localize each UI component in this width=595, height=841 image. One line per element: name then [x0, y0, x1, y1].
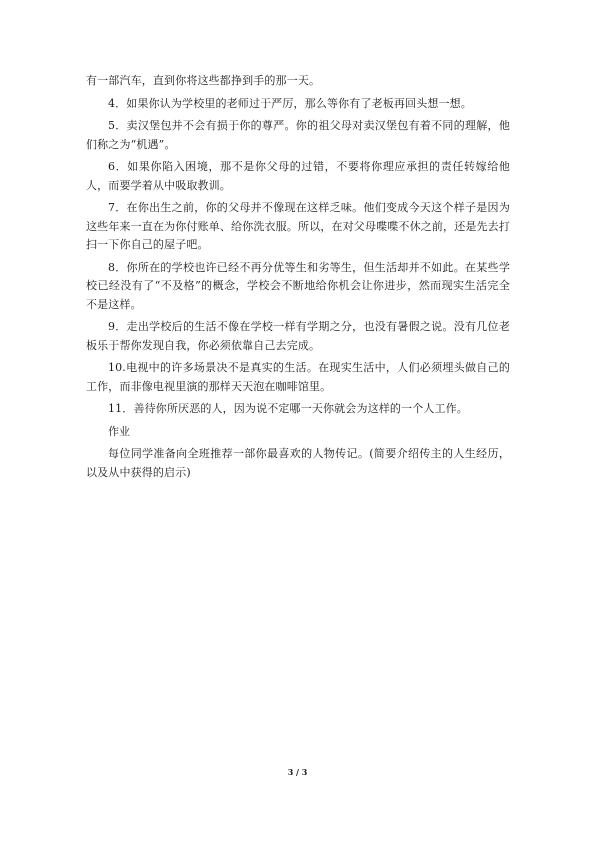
list-item-11: 11．善待你所厌恶的人，因为说不定哪一天你就会为这样的一个人工作。: [108, 402, 468, 415]
list-item-10: 10.电视中的许多场景决不是真实的生活。在现实生活中，人们必须埋头做自己的工作，而非像电视里演的那样天天泡在咖啡馆里。: [86, 361, 510, 393]
list-item-6: 6．如果你陷入困境，那不是你父母的过错，不要将你理应承担的责任转嫁给他人，而要学着从中吸取教训。: [86, 160, 510, 192]
homework-text: 每位同学准备向全班推荐一部你最喜欢的人物传记。(简要介绍传主的人生经历，以及从中获得的启示): [86, 447, 510, 479]
list-item-7: 7．在你出生之前，你的父母并不像现在这样乏味。他们变成今天这个样子是因为这些年来一直在为你付账单、给你洗衣服。所以，在对父母喋喋不休之前，还是先去打扫一下你自己的屋子吧。: [86, 201, 510, 251]
document-body: [86, 72, 510, 486]
homework-heading: 作业: [108, 424, 130, 438]
page-number: 3 / 3: [287, 767, 308, 777]
paragraph-continuation: 有一部汽车，直到你将这些都挣到手的那一天。: [86, 74, 321, 87]
list-item-5: 5．卖汉堡包并不会有损于你的尊严。你的祖父母对卖汉堡包有着不同的理解，他们称之为“机遇”。: [86, 119, 510, 151]
list-item-9: 9．走出学校后的生活不像在学校一样有学期之分，也没有暑假之说。没有几位老板乐于帮你发现自我，你必须依靠自己去完成。: [86, 320, 510, 352]
list-item-4: 4．如果你认为学校里的老师过于严厉，那么等你有了老板再回头想一想。: [108, 96, 472, 110]
list-item-8: 8．你所在的学校也许已经不再分优等生和劣等生，但生活却并不如此。在某些学校已经没有了“不及格”的概念，学校会不断地给你机会让你进步，然而现实生活完全不是这样。: [86, 260, 510, 311]
